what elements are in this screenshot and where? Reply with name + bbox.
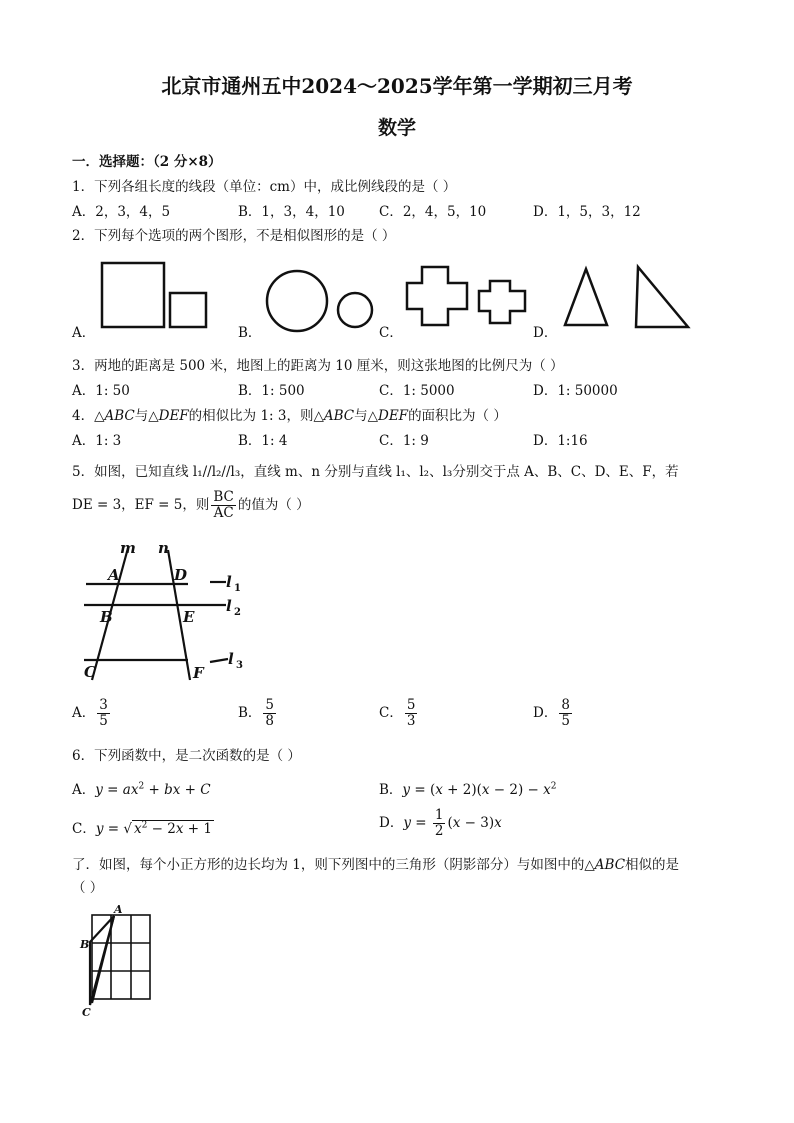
q6-option-b[interactable]: B．$y = (x + 2)(x - 2) - x^2$ (379, 781, 557, 798)
q4-option-c[interactable]: C．1: 9 (379, 433, 429, 449)
large-cross (407, 267, 467, 325)
q3-option-b[interactable]: B．1: 500 (238, 383, 305, 399)
q6-option-a[interactable]: A．$y = ax^2$ + bx + C (72, 781, 211, 798)
label-l1: l (226, 573, 232, 591)
q7-label-c: C (82, 1006, 91, 1019)
q5-option-d[interactable]: D． $\frac{8}{5}$ (533, 697, 570, 729)
label-l3: l (228, 650, 234, 668)
small-square (170, 293, 206, 327)
small-circle (338, 293, 372, 327)
q5-fraction: $\frac{BC}{AC}$ (213, 489, 234, 521)
large-circle (267, 271, 327, 331)
label-l2: l (226, 597, 232, 615)
label-d: D (174, 566, 188, 584)
label-c: C (84, 663, 96, 681)
q7-label-a: A (114, 903, 123, 916)
q6-option-d[interactable]: D．y = $\frac{1}{2}$ (x − 3)x (379, 807, 502, 839)
q6-stem: 6．下列函数中，是二次函数的是（ ） (72, 748, 301, 764)
q4-stem: 4．△ABC与△DEF的相似比为 1: 3，则△ABC与△DEF的面积比为（ ） (72, 408, 507, 424)
q4-option-a[interactable]: A．1: 3 (72, 433, 122, 449)
q1-option-d[interactable]: D．1，5，3，12 (533, 204, 641, 220)
q2-option-b[interactable]: B． (238, 325, 262, 341)
q5-stem-line2: DE = 3，EF = 5，则 $\frac{BC}{AC}$ 的值为（ ） (72, 489, 310, 521)
q5-option-b[interactable]: B． $\frac{5}{8}$ (238, 697, 275, 729)
q3-stem: 3．两地的距离是 500 米，地图上的距离为 10 厘米，则这张地图的比例尺为（ ） (72, 358, 564, 374)
q2-option-a[interactable]: A． (72, 325, 96, 341)
page-title: 北京市通州五中2024～2025学年第一学期初三月考 (161, 74, 633, 98)
equilateral-triangle (565, 269, 607, 325)
q7-label-b: B (80, 938, 90, 951)
svg-text:1: 1 (234, 583, 241, 594)
label-b: B (100, 608, 113, 626)
section-heading: 一．选择题：（2 分×8） (72, 154, 222, 170)
q5-option-a[interactable]: A． $\frac{3}{5}$ (72, 697, 108, 729)
q4-option-b[interactable]: B．1: 4 (238, 433, 288, 449)
q3-option-c[interactable]: C．1: 5000 (379, 383, 455, 399)
label-m: m (120, 539, 136, 557)
q3-option-a[interactable]: A．1: 50 (72, 383, 130, 399)
q1-stem: 1．下列各组长度的线段（单位：cm）中，成比例线段的是（ ） (72, 179, 457, 195)
q6-option-c[interactable]: C．y = √ $x^2 - 2x + 1$ (72, 820, 212, 837)
q5-option-c[interactable]: C． $\frac{5}{3}$ (379, 697, 416, 729)
label-e: E (183, 608, 195, 626)
q2-option-c[interactable]: C． (379, 325, 403, 341)
q7-stem-line1: 了．如图，每个小正方形的边长均为 1，则下列图中的三角形（阴影部分）与如图中的△ABC相似的是 (72, 857, 680, 873)
svg-text:2: 2 (234, 607, 241, 618)
q2-stem: 2．下列每个选项的两个图形，不是相似图形的是（ ） (72, 228, 396, 244)
q2-option-d[interactable]: D． (533, 325, 558, 341)
label-n: n (158, 539, 169, 557)
q2-figures (90, 255, 710, 335)
q4-option-d[interactable]: D．1:16 (533, 433, 588, 449)
svg-text:3: 3 (236, 660, 243, 671)
q7-stem-line2: （ ） (72, 880, 104, 896)
q5-figure (78, 538, 248, 688)
label-f: F (193, 664, 204, 682)
q1-option-a[interactable]: A．2，3，4，5 (72, 204, 171, 220)
small-cross (479, 281, 525, 323)
q3-option-d[interactable]: D．1: 50000 (533, 383, 618, 399)
large-square (102, 263, 164, 327)
q5-stem-line1: 5．如图，已知直线 l₁//l₂//l₃，直线 m、n 分别与直线 l₁、l₂、l₃分别交于点 A、B、C、D、E、F，若 (72, 464, 679, 480)
q7-figure (76, 902, 158, 1020)
subject-title: 数学 (377, 117, 416, 139)
q1-option-b[interactable]: B．1，3，4，10 (238, 204, 345, 220)
right-triangle (636, 267, 688, 327)
q1-option-c[interactable]: C．2，4，5，10 (379, 204, 487, 220)
label-a: A (108, 566, 120, 584)
